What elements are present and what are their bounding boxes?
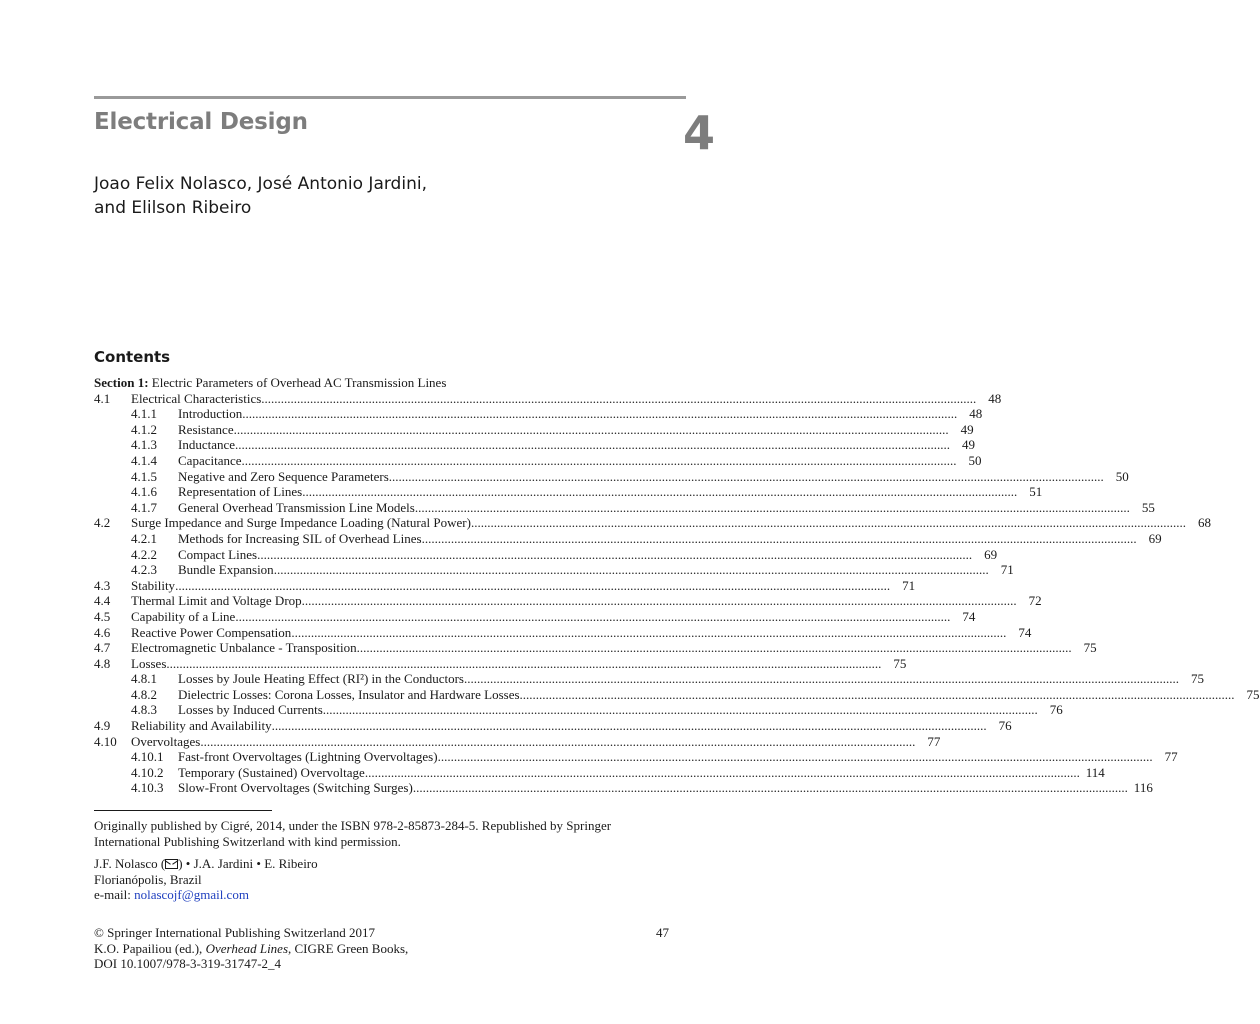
- toc-entry-title: Capability of a Line: [131, 608, 236, 624]
- envelope-icon: [165, 859, 178, 869]
- toc-entry-title: Resistance: [178, 421, 234, 437]
- contents-heading: Contents: [94, 348, 171, 366]
- toc-entry[interactable]: [94, 437, 976, 453]
- citation-book-title: Overhead Lines: [205, 940, 289, 956]
- toc-entry-title: Methods for Increasing SIL of Overhead Lines: [178, 530, 422, 546]
- doi-line: DOI 10.1007/978-3-319-31747-2_4: [94, 956, 282, 972]
- toc-entry[interactable]: [94, 530, 1162, 547]
- email-link[interactable]: nolascojf@gmail.com: [134, 887, 249, 903]
- toc-entry-title: Slow-Front Overvoltages (Switching Surges): [178, 780, 413, 796]
- toc-leader-dots: [302, 484, 1017, 500]
- footnote-rule: [94, 810, 272, 811]
- toc-entry-title: Fast-front Overvoltages (Lightning Overvoltages): [178, 749, 438, 765]
- toc-entry[interactable]: [94, 686, 1260, 703]
- copyright-line-1: © Springer International Publishing Switzerland 2017: [94, 925, 376, 940]
- footnote-line-1: Originally published by Cigré, 2014, under the ISBN 978-2-85873-284-5. Republished by Springer: [94, 818, 612, 833]
- toc-entry-number: 4.9: [94, 718, 111, 734]
- toc-leader-dots: [520, 687, 1235, 703]
- toc-entry-title: Electromagnetic Unbalance - Transposition: [131, 640, 357, 656]
- toc-entry-number: 4.8.2: [131, 686, 157, 702]
- copyright-block: [94, 925, 408, 972]
- affiliation-authors-rest: ) • J.A. Jardini • E. Ribeiro: [178, 856, 318, 871]
- toc-entry-title: Representation of Lines: [178, 484, 303, 500]
- toc-entry[interactable]: [94, 390, 1002, 407]
- toc-entry-page: 114: [1085, 764, 1105, 780]
- toc-entry-page: 74: [1018, 624, 1032, 640]
- toc-entry-title: Negative and Zero Sequence Parameters: [178, 468, 389, 484]
- toc-entry-page: 75: [893, 655, 907, 671]
- toc-entry[interactable]: [94, 655, 907, 672]
- toc-entry-number: 4.2: [94, 515, 111, 531]
- toc-entry-page: 49: [962, 437, 976, 453]
- toc-entry-page: 77: [927, 733, 941, 749]
- toc-entry-number: 4.1.2: [131, 421, 157, 437]
- chapter-title: Electrical Design: [94, 109, 308, 135]
- toc-leader-dots: [257, 547, 972, 563]
- toc-entry-title: Inductance: [178, 437, 236, 453]
- toc-entry-page: 75: [1083, 640, 1097, 656]
- toc-entry-title: Bundle Expansion: [178, 562, 274, 578]
- toc-section-label: Section 1:: [94, 375, 149, 390]
- toc-entry-title: Losses by Induced Currents: [178, 702, 323, 718]
- toc-entry[interactable]: [94, 484, 1043, 500]
- toc-entry-number: 4.10: [94, 733, 117, 749]
- toc-entry-number: 4.10.1: [131, 749, 164, 765]
- toc-leader-dots: [389, 469, 1104, 485]
- toc-leader-dots: [357, 640, 1072, 656]
- table-of-contents: [94, 375, 1260, 796]
- toc-entry[interactable]: [94, 671, 1204, 687]
- toc-leader-dots: [365, 765, 1080, 781]
- toc-entry-page: 75: [1191, 671, 1204, 687]
- toc-entry-title: Reliability and Availability: [131, 718, 272, 734]
- toc-entry-page: 68: [1197, 515, 1211, 531]
- toc-leader-dots: [302, 593, 1017, 609]
- toc-entry-title: Surge Impedance and Surge Impedance Loading (Natural Power): [131, 515, 471, 531]
- toc-entry-number: 4.1: [94, 390, 111, 406]
- footnote-line-2: International Publishing Switzerland with kind permission.: [94, 834, 401, 849]
- toc-entry[interactable]: [94, 406, 983, 422]
- toc-leader-dots: [415, 500, 1130, 516]
- toc-entry-number: 4.4: [94, 593, 111, 609]
- toc-entry-page: 50: [1115, 468, 1129, 484]
- toc-leader-dots: [272, 718, 987, 734]
- toc-entry-page: 116: [1133, 780, 1153, 796]
- page-number: 47: [656, 925, 669, 940]
- toc-leader-dots: [438, 749, 1153, 765]
- toc-entry-title: Stability: [131, 577, 176, 593]
- toc-entry-page: 76: [1049, 702, 1063, 718]
- toc-entry-page: 48: [988, 390, 1002, 406]
- toc-entry-page: 72: [1028, 593, 1042, 609]
- citation-editor: K.O. Papailiou (ed.),: [94, 940, 206, 956]
- toc-entry-title: Electrical Characteristics: [131, 390, 262, 406]
- toc-leader-dots: [323, 702, 1038, 718]
- toc-entry-page: 76: [998, 718, 1012, 734]
- affiliation-location: Florianópolis, Brazil: [94, 871, 202, 887]
- toc-leader-dots: [261, 391, 976, 407]
- toc-entry[interactable]: [94, 718, 1012, 734]
- toc-entry-number: 4.10.2: [131, 764, 164, 780]
- toc-entry-number: 4.3: [94, 577, 111, 593]
- toc-entry-page: 69: [1148, 530, 1162, 546]
- toc-section-title: Electric Parameters of Overhead AC Transmission Lines: [151, 375, 447, 390]
- toc-entry[interactable]: [94, 749, 1178, 765]
- toc-leader-dots: [234, 422, 949, 438]
- affiliation-email-line: [94, 887, 318, 903]
- toc-entry-title: Losses: [131, 655, 167, 671]
- toc-entry-number: 4.8: [94, 655, 111, 671]
- toc-entry[interactable]: [94, 733, 941, 750]
- toc-entry-number: 4.1.6: [131, 484, 157, 500]
- toc-entry-number: 4.1.3: [131, 437, 157, 453]
- toc-entry[interactable]: [94, 421, 974, 438]
- toc-leader-dots: [471, 515, 1186, 531]
- toc-entry-number: 4.1.1: [131, 406, 157, 422]
- toc-entry[interactable]: [94, 764, 1105, 781]
- top-rule: [94, 96, 686, 99]
- toc-entry-page: 71: [1000, 562, 1014, 578]
- toc-leader-dots: [235, 609, 950, 625]
- toc-section-heading: [94, 375, 674, 391]
- toc-leader-dots: [242, 406, 957, 422]
- toc-entry[interactable]: [94, 780, 1153, 796]
- authors-line-1: Joao Felix Nolasco, José Antonio Jardini,: [94, 174, 427, 194]
- toc-leader-dots: [200, 734, 915, 750]
- toc-entry-title: Reactive Power Compensation: [131, 624, 292, 640]
- toc-leader-dots: [242, 453, 957, 469]
- authors-line-2: and Elilson Ribeiro: [94, 198, 252, 218]
- toc-entry[interactable]: [94, 577, 916, 594]
- toc-entry[interactable]: [94, 702, 1063, 718]
- toc-entry-number: 4.8.3: [131, 702, 157, 718]
- toc-leader-dots: [166, 656, 881, 672]
- toc-entry[interactable]: [94, 608, 976, 625]
- toc-entry-number: 4.5: [94, 608, 111, 624]
- toc-entry[interactable]: [94, 593, 1042, 609]
- toc-entry[interactable]: [94, 562, 1014, 578]
- toc-entry-page: 77: [1164, 749, 1178, 765]
- toc-leader-dots: [175, 578, 890, 594]
- toc-entry[interactable]: [94, 452, 982, 469]
- affiliation-author-1: J.F. Nolasco (: [94, 856, 166, 871]
- toc-entry-number: 4.6: [94, 624, 111, 640]
- toc-entry-page: 49: [960, 421, 974, 437]
- toc-leader-dots: [235, 437, 950, 453]
- chapter-number: 4: [683, 106, 716, 160]
- toc-entry[interactable]: [94, 546, 998, 563]
- toc-entries: [94, 390, 1260, 796]
- toc-entry[interactable]: [94, 499, 1155, 516]
- affiliation: [94, 856, 318, 903]
- toc-entry[interactable]: [94, 468, 1129, 485]
- toc-entry-number: 4.7: [94, 640, 111, 656]
- email-label: e-mail:: [94, 887, 135, 903]
- toc-leader-dots: [464, 671, 1179, 687]
- toc-entry-title: General Overhead Transmission Line Models: [178, 499, 415, 515]
- toc-entry-page: 55: [1141, 499, 1155, 515]
- toc-leader-dots: [291, 625, 1006, 641]
- toc-entry-title: Overvoltages: [131, 733, 201, 749]
- footnote: [94, 818, 684, 850]
- toc-entry-page: 74: [962, 608, 976, 624]
- toc-entry-number: 4.2.1: [131, 530, 157, 546]
- toc-entry-page: 51: [1029, 484, 1043, 500]
- toc-entry-title: Temporary (Sustained) Overvoltage: [178, 764, 365, 780]
- toc-entry-page: 50: [968, 452, 982, 468]
- toc-entry-number: 4.2.2: [131, 546, 157, 562]
- toc-entry-title: Compact Lines: [178, 546, 258, 562]
- toc-entry[interactable]: [94, 640, 1097, 656]
- toc-entry-title: Capacitance: [178, 452, 242, 468]
- toc-entry[interactable]: [94, 624, 1032, 641]
- toc-leader-dots: [422, 531, 1137, 547]
- copyright-line-2: [94, 941, 408, 957]
- toc-entry[interactable]: [94, 515, 1211, 531]
- affiliation-authors: [94, 856, 318, 872]
- toc-leader-dots: [413, 780, 1128, 796]
- toc-entry-number: 4.1.7: [131, 499, 157, 515]
- toc-entry-number: 4.8.1: [131, 671, 157, 687]
- toc-entry-title: Losses by Joule Heating Effect (RI²) in the Conductors: [178, 671, 464, 687]
- authors: [94, 172, 427, 220]
- toc-entry-title: Dielectric Losses: Corona Losses, Insulator and Hardware Losses: [178, 686, 520, 702]
- toc-entry-number: 4.10.3: [131, 780, 164, 796]
- toc-entry-title: Thermal Limit and Voltage Drop: [131, 593, 302, 609]
- toc-entry-title: Introduction: [178, 406, 243, 422]
- toc-entry-page: 71: [902, 577, 916, 593]
- toc-entry-number: 4.1.5: [131, 468, 157, 484]
- toc-leader-dots: [274, 562, 989, 578]
- toc-entry-number: 4.2.3: [131, 562, 157, 578]
- toc-entry-page: 48: [969, 406, 983, 422]
- toc-entry-page: 75: [1246, 686, 1260, 702]
- citation-series: , CIGRE Green Books,: [288, 940, 409, 956]
- toc-entry-number: 4.1.4: [131, 452, 157, 468]
- toc-entry-page: 69: [984, 546, 998, 562]
